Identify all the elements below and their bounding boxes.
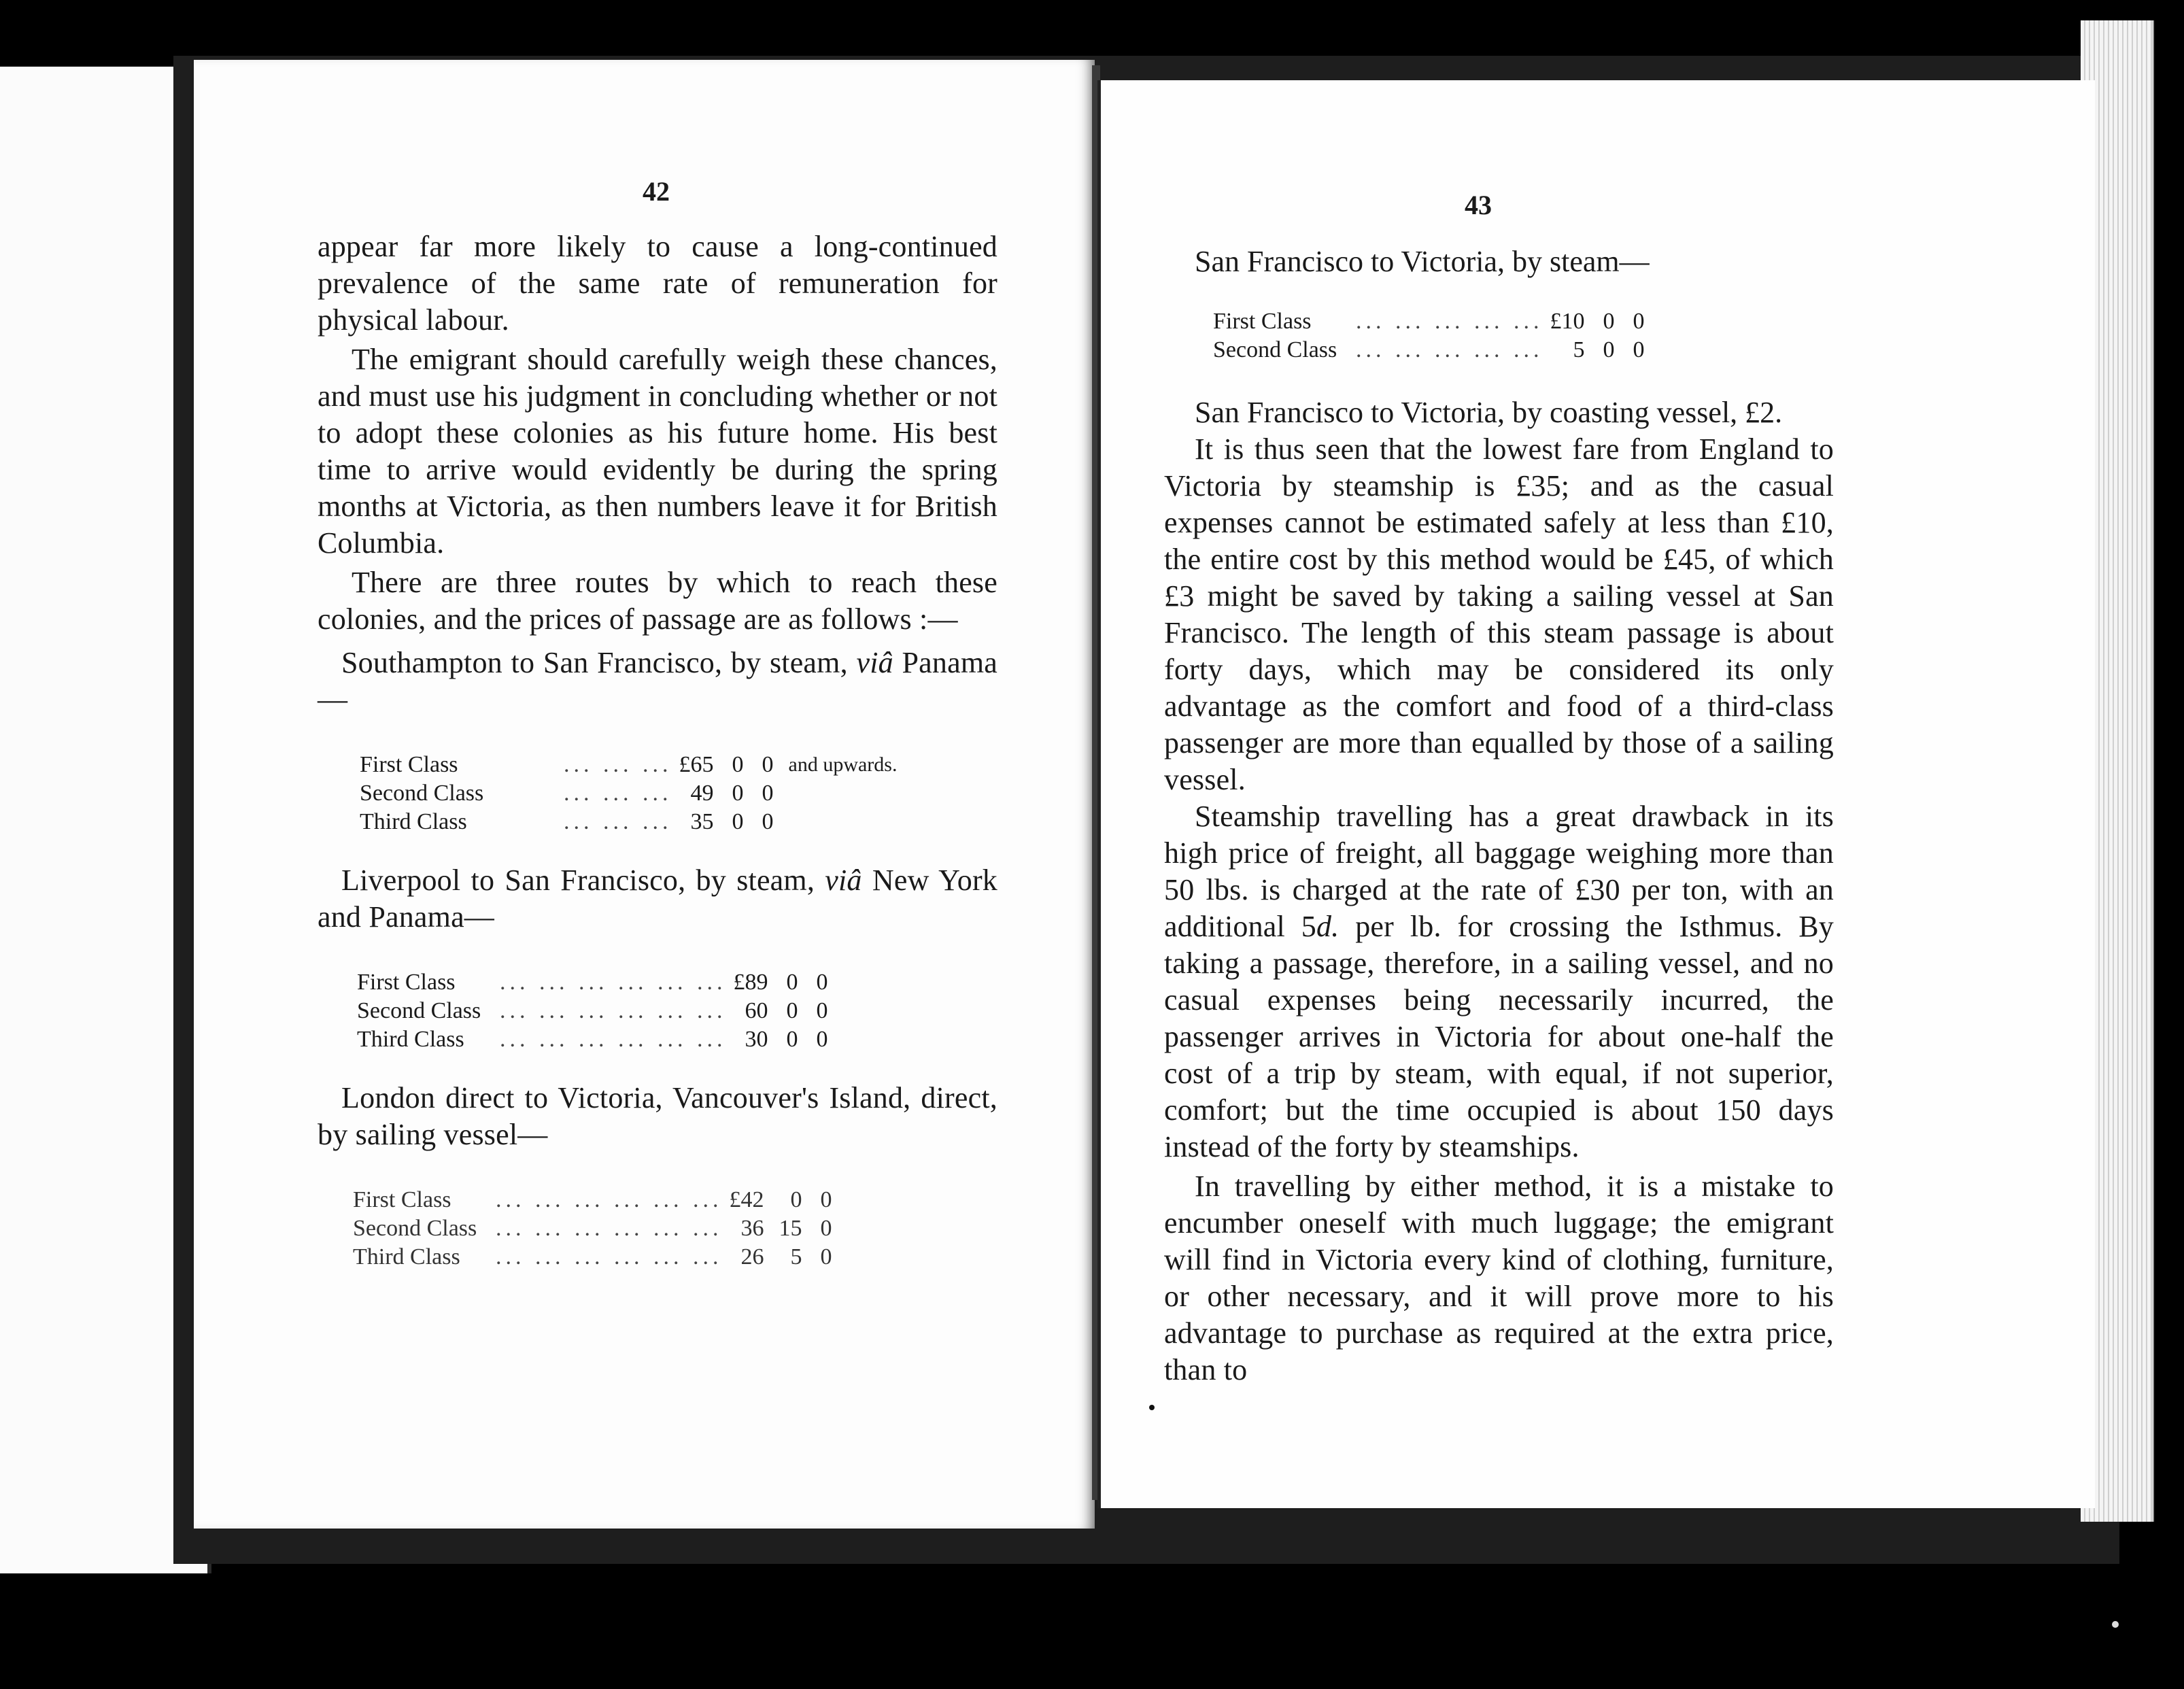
fare-table <box>360 751 904 836</box>
fare-pounds: £10 <box>1550 309 1585 334</box>
leader-dots: ... ... ... <box>564 752 672 777</box>
class-label: Second Class <box>360 781 484 806</box>
fare-pounds: 30 <box>745 1027 768 1052</box>
route-heading: San Francisco to Victoria, by coasting vessel, £2. <box>1195 396 1783 429</box>
route-heading: Southampton to San Francisco, by steam, viâ Panama— <box>318 646 997 716</box>
class-label: First Class <box>357 970 456 995</box>
page-number: 43 <box>1465 190 1492 220</box>
table-row <box>357 968 843 997</box>
fare-note <box>789 779 904 808</box>
route-heading: Liverpool to San Francisco, by steam, viâ New York and Panama— <box>318 864 997 934</box>
table-row <box>353 1214 847 1243</box>
fare-table <box>1213 307 1660 364</box>
table-row <box>353 1243 847 1272</box>
fare-table <box>353 1186 847 1272</box>
page-number: 42 <box>643 176 670 207</box>
leader-dots: ... ... ... ... ... <box>1356 309 1543 334</box>
table-row <box>357 997 843 1025</box>
ink-speck <box>2112 1621 2119 1628</box>
fare-pounds: 49 <box>690 781 714 806</box>
fare-shillings: 5 <box>790 1244 802 1269</box>
fare-shillings: 0 <box>732 809 744 834</box>
class-label: Second Class <box>1213 337 1337 362</box>
left-page <box>194 60 1095 1529</box>
left-page-body <box>318 228 997 1272</box>
fare-shillings: 0 <box>786 970 798 995</box>
fare-table <box>357 968 843 1054</box>
fare-note <box>789 808 904 836</box>
fare-shillings: 0 <box>732 752 744 777</box>
fare-shillings: 0 <box>1603 309 1615 334</box>
paragraph: Steamship travelling has a great drawback in its high price of freight, all baggage weighing more than 50 lbs. is charged at the rate of £30 per ton, with an additional 5d. per lb. for crossing the Isthmus. By taking a passage, therefore, in a sailing vessel, and no casual expenses being necessarily incurred, the passenger arrives in Victoria for about one-half the cost of a trip by steam, with equal, if not superior, comfort; but the time occupied is about 150 days instead of the forty by steamships. <box>1164 800 1834 1163</box>
paragraph: The emigrant should carefully weigh these chances, and must use his judgment in concluding whether or not to adopt these colonies as his future home. His best time to arrive would evidently be during the spring months at Victoria, as then numbers leave it for British Columbia. <box>318 343 997 560</box>
leader-dots: ... ... ... ... ... ... <box>496 1244 723 1269</box>
fare-pence: 0 <box>820 1187 832 1212</box>
fare-pounds: 5 <box>1573 337 1585 362</box>
fare-pounds: £89 <box>733 970 768 995</box>
fare-pence: 0 <box>1633 337 1645 362</box>
class-label: Second Class <box>357 998 481 1023</box>
fare-pounds: £42 <box>729 1187 764 1212</box>
right-page-body <box>1164 243 1834 1388</box>
table-row <box>360 779 904 808</box>
fare-pence: 0 <box>762 809 774 834</box>
fare-pence: 0 <box>820 1244 832 1269</box>
ink-speck <box>1149 1405 1155 1410</box>
route-heading: San Francisco to Victoria, by steam— <box>1195 245 1650 278</box>
fare-shillings: 0 <box>786 1027 798 1052</box>
class-label: Third Class <box>360 809 467 834</box>
fare-shillings: 0 <box>786 998 798 1023</box>
table-row <box>353 1186 847 1214</box>
leader-dots: ... ... ... ... ... ... <box>496 1216 723 1241</box>
paragraph: appear far more likely to cause a long-continued prevalence of the same rate of remuneration for physical labour. <box>318 230 997 337</box>
leader-dots: ... ... ... ... ... ... <box>500 998 727 1023</box>
fare-pence: 0 <box>1633 309 1645 334</box>
table-row <box>360 808 904 836</box>
class-label: Third Class <box>353 1244 460 1269</box>
leader-dots: ... ... ... ... ... ... <box>500 1027 727 1052</box>
leader-dots: ... ... ... <box>564 781 672 806</box>
fare-pence: 0 <box>816 1027 828 1052</box>
right-page <box>1097 80 2095 1508</box>
fare-pounds: 36 <box>740 1216 764 1241</box>
class-label: First Class <box>360 752 458 777</box>
leader-dots: ... ... ... ... ... <box>1356 337 1543 362</box>
fare-pence: 0 <box>816 970 828 995</box>
fare-pounds: £65 <box>679 752 714 777</box>
fare-pence: 0 <box>820 1216 832 1241</box>
leader-dots: ... ... ... <box>564 809 672 834</box>
table-row <box>1213 336 1660 364</box>
route-heading: London direct to Victoria, Vancouver's Island, direct, by sailing vessel— <box>318 1081 997 1151</box>
paragraph: In travelling by either method, it is a mistake to encumber oneself with much luggage; the emigrant will find in Victoria every kind of clothing, furniture, or other necessary, and it will prove more to his advantage to purchase as required at the extra price, than to <box>1164 1170 1834 1386</box>
fare-shillings: 15 <box>779 1216 802 1241</box>
fare-shillings: 0 <box>1603 337 1615 362</box>
class-label: Third Class <box>357 1027 464 1052</box>
fare-pounds: 26 <box>740 1244 764 1269</box>
fare-pounds: 60 <box>745 998 768 1023</box>
class-label: First Class <box>353 1187 451 1212</box>
fare-pounds: 35 <box>690 809 714 834</box>
fare-shillings: 0 <box>732 781 744 806</box>
table-row <box>357 1025 843 1054</box>
fare-pence: 0 <box>816 998 828 1023</box>
leader-dots: ... ... ... ... ... ... <box>500 970 727 995</box>
fare-shillings: 0 <box>790 1187 802 1212</box>
table-row <box>360 751 904 779</box>
paragraph: There are three routes by which to reach these colonies, and the prices of passage are as follows :— <box>318 566 997 636</box>
leader-dots: ... ... ... ... ... ... <box>496 1187 723 1212</box>
table-row <box>1213 307 1660 336</box>
class-label: Second Class <box>353 1216 477 1241</box>
class-label: First Class <box>1213 309 1312 334</box>
fare-pence: 0 <box>762 752 774 777</box>
paragraph: It is thus seen that the lowest fare from England to Victoria by steamship is £35; and as the casual expenses cannot be estimated safely at less than £10, the entire cost by this method would be £45, of which £3 might be saved by taking a sailing vessel at San Francisco. The length of this steam passage is about forty days, which may be considered its only advantage as the comfort and food of a third-class passenger are more than equalled by those of a sailing vessel. <box>1164 432 1834 796</box>
fare-pence: 0 <box>762 781 774 806</box>
fare-note: and upwards. <box>788 753 898 776</box>
